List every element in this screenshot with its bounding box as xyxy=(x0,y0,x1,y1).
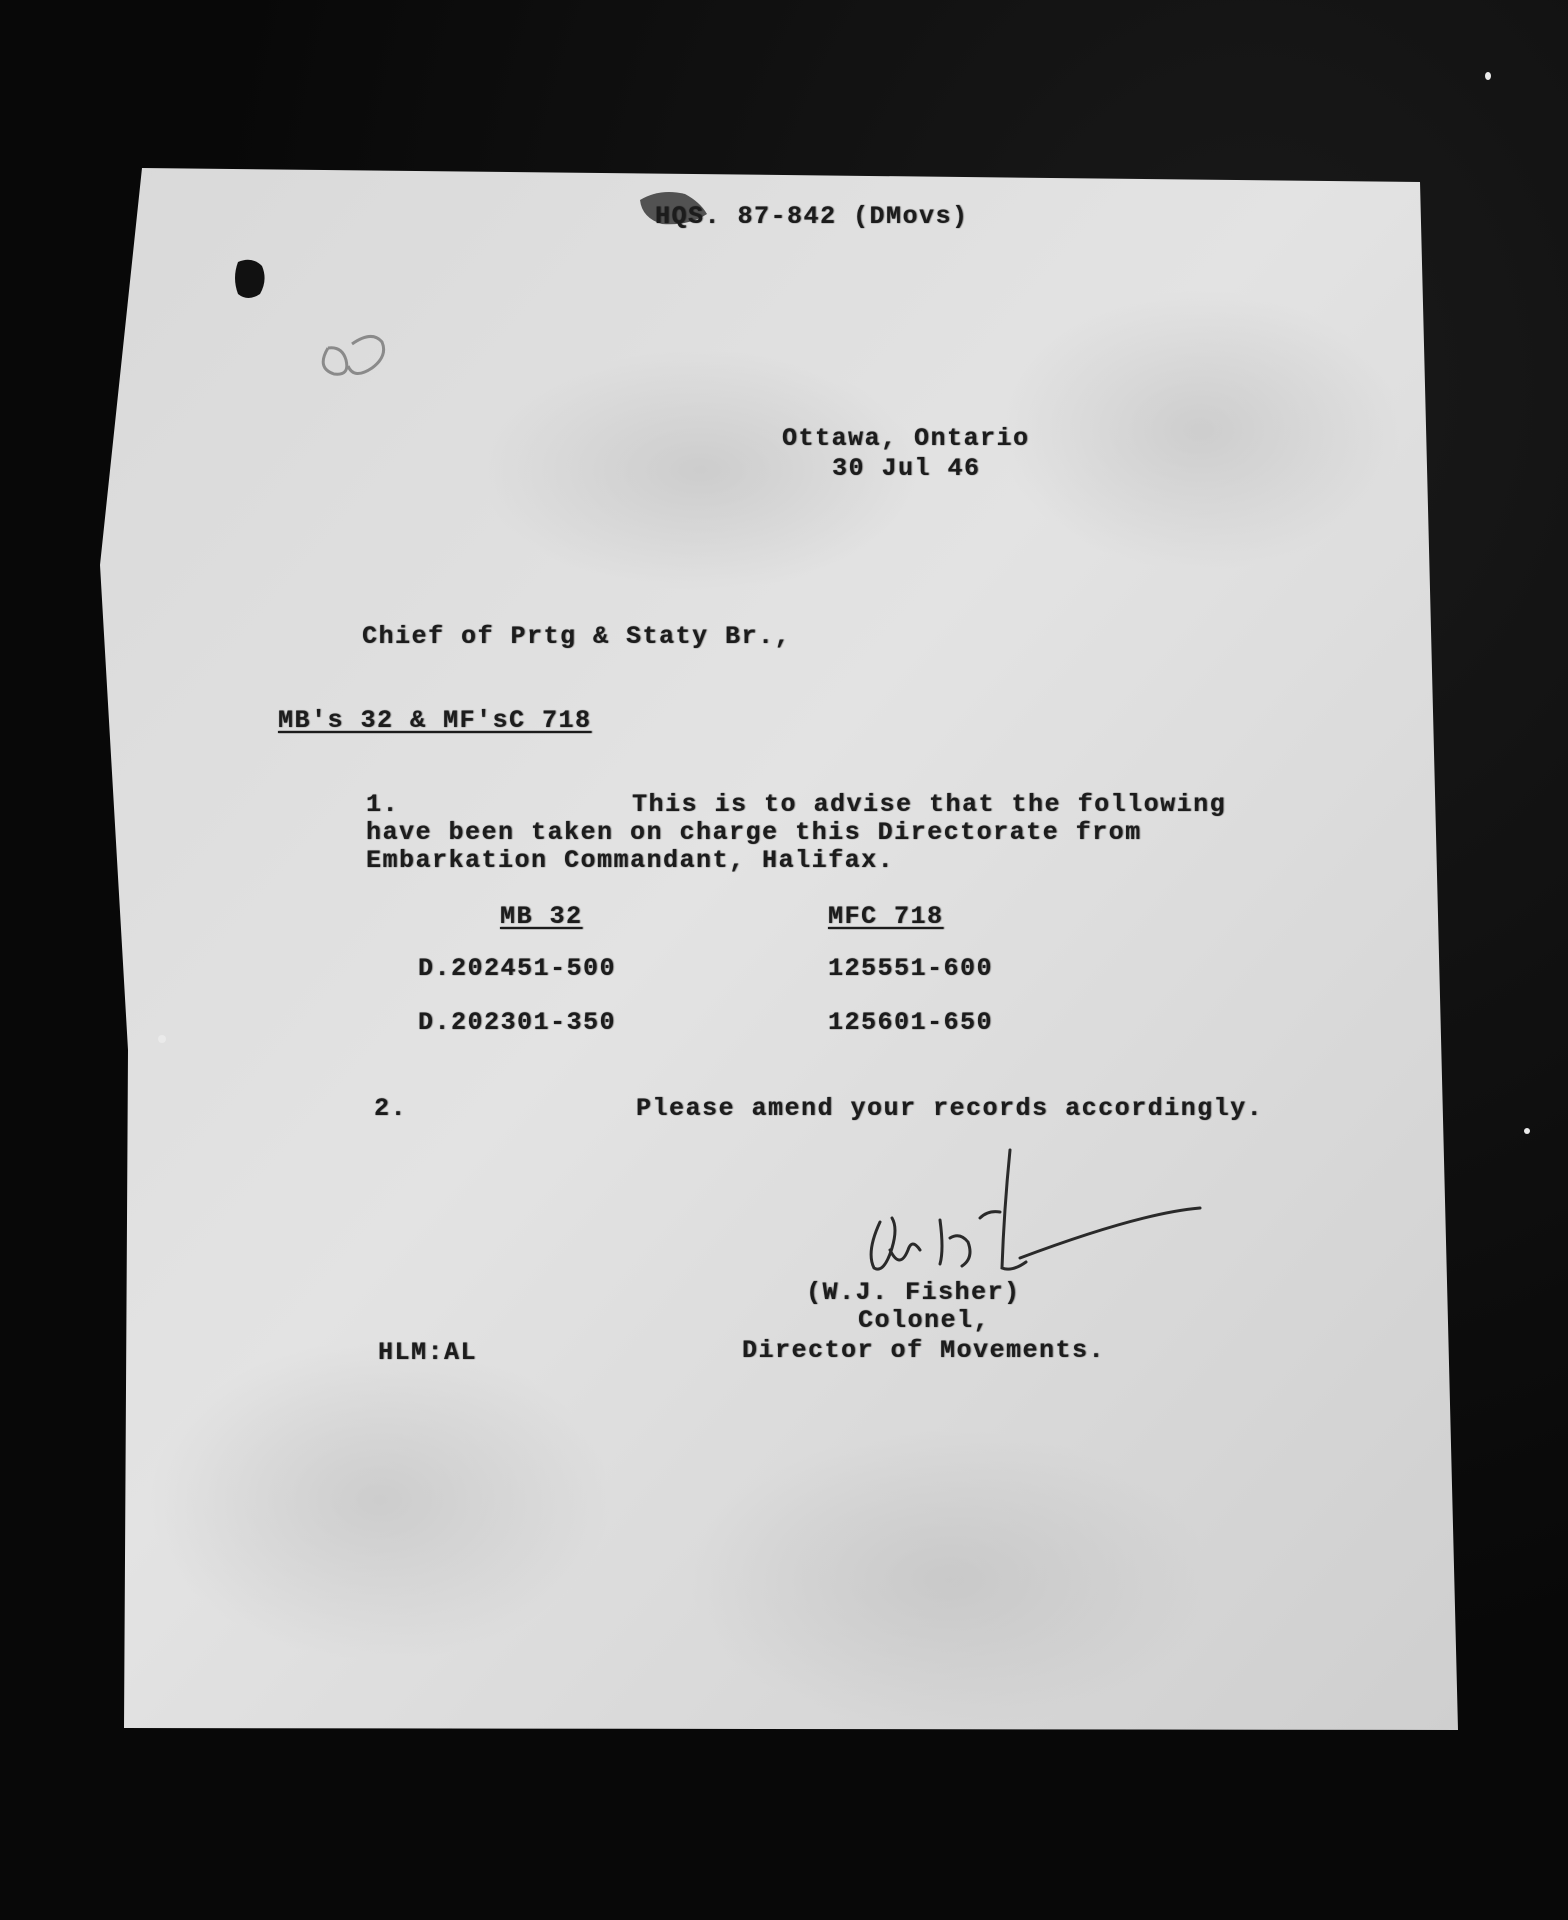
subject-line: MB's 32 & MF'sC 718 xyxy=(278,706,592,735)
addressee: Chief of Prtg & Staty Br., xyxy=(362,622,792,651)
para2-number: 2. xyxy=(374,1094,408,1123)
ink-blot xyxy=(235,260,265,298)
table-header-mfc: MFC 718 xyxy=(828,902,944,931)
table-cell: D.202301-350 xyxy=(418,1008,617,1037)
para1-line2: have been taken on charge this Directorate from xyxy=(366,818,1142,847)
para2-text: Please amend your records accordingly. xyxy=(636,1094,1264,1123)
signature-rank: Colonel, xyxy=(858,1306,991,1335)
table-cell: D.202451-500 xyxy=(418,954,617,983)
para1-line1: This is to advise that the following xyxy=(632,790,1227,819)
table-cell: 125601-650 xyxy=(828,1008,994,1037)
scan-speck xyxy=(1485,72,1491,80)
file-reference: HQS. 87-842 (DMovs) xyxy=(655,202,969,231)
scan-speck xyxy=(158,1035,166,1043)
para1-line3: Embarkation Commandant, Halifax. xyxy=(366,846,895,875)
date-line: 30 Jul 46 xyxy=(832,454,981,483)
signature-title: Director of Movements. xyxy=(742,1336,1106,1365)
scan-speck xyxy=(1524,1128,1530,1134)
place-line: Ottawa, Ontario xyxy=(782,424,1030,453)
table-cell: 125551-600 xyxy=(828,954,994,983)
initials: HLM:AL xyxy=(378,1338,478,1367)
table-header-mb: MB 32 xyxy=(500,902,583,931)
signature-name: (W.J. Fisher) xyxy=(806,1278,1021,1307)
para1-number: 1. xyxy=(366,790,400,819)
